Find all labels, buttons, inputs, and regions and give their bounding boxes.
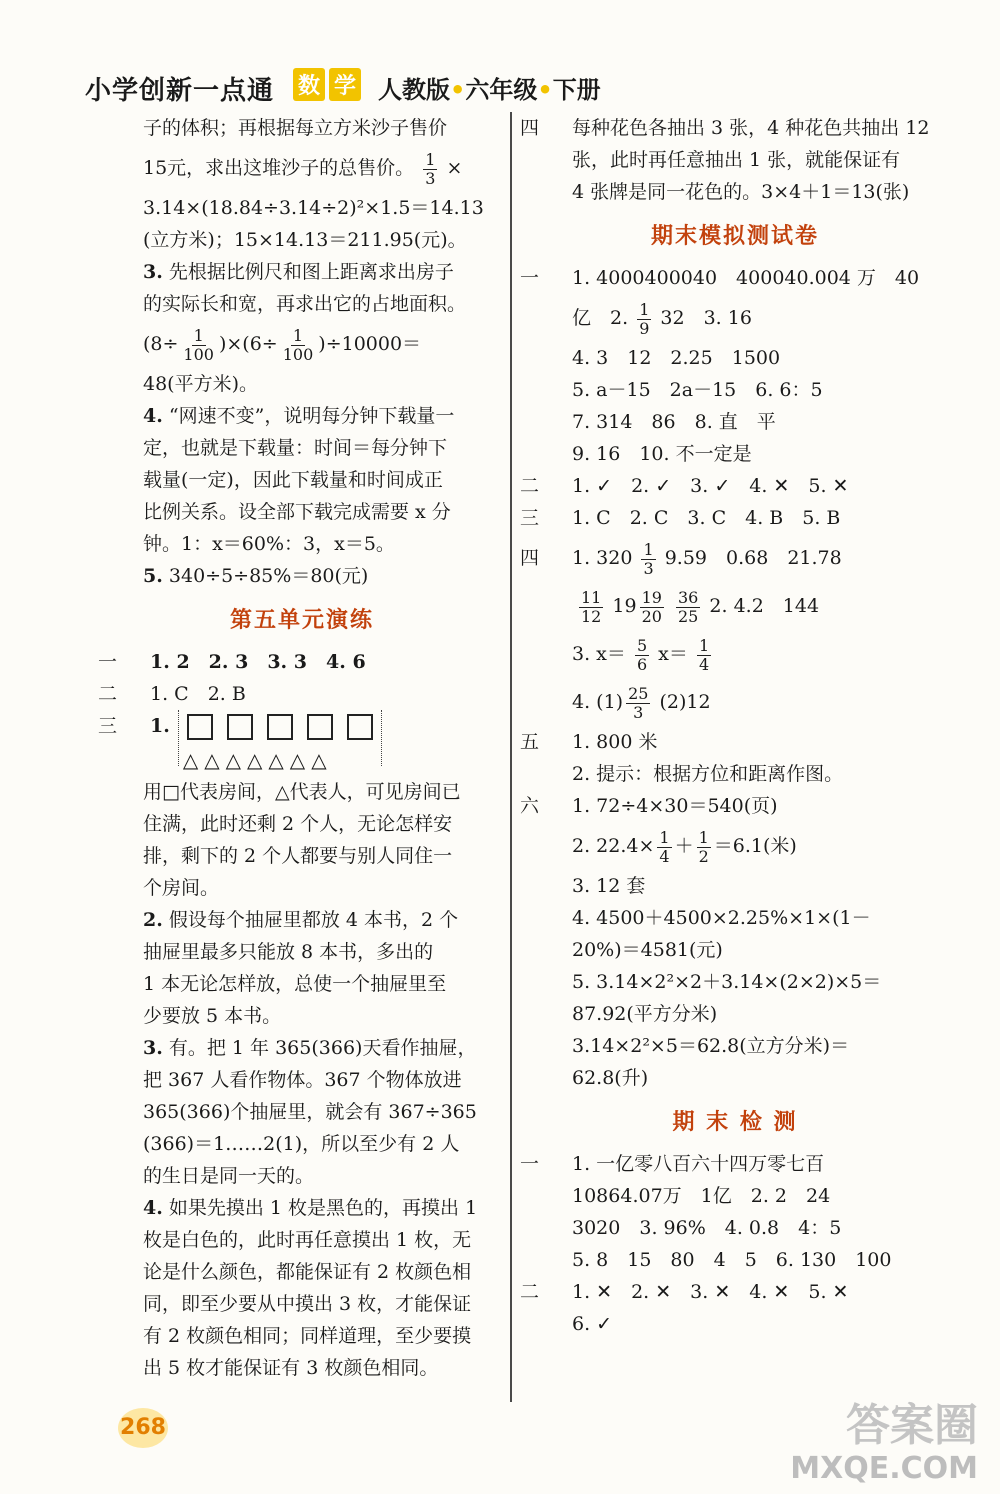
denominator: 4	[659, 846, 670, 866]
answer-text: 1. 4000400040 400040.004 万 40	[572, 267, 920, 289]
answer-row: 3. 12 套	[572, 875, 646, 897]
item-number: 2.	[143, 909, 163, 931]
answer-row: 10864.07万 1亿 2. 2 24	[572, 1185, 831, 1207]
fraction	[641, 541, 655, 578]
text-line: 的实际长和宽，再求出它的占地面积。	[143, 293, 467, 315]
answer-row	[520, 262, 950, 294]
text-span: 假设每个抽屉里都放 4 本书，2 个	[168, 909, 459, 931]
denominator: 3	[643, 558, 654, 578]
fraction	[626, 685, 650, 722]
part-marker: 六	[520, 795, 540, 817]
part-marker: 一	[520, 1153, 540, 1175]
answer-row	[98, 646, 506, 678]
numerator: 5	[636, 635, 648, 655]
text-line	[98, 560, 506, 592]
text-span: 先根据比例尺和图上距离求出房子	[168, 261, 454, 283]
section-title: 期 末 检 测	[672, 1109, 798, 1135]
numerator: 11	[581, 587, 602, 607]
item-number: 5.	[143, 565, 163, 587]
watermark-logo	[790, 1400, 978, 1486]
text-span: ×	[446, 157, 463, 179]
answer-text: 2. 4.2 144	[709, 595, 820, 617]
text-line	[98, 1192, 506, 1224]
room-box	[267, 714, 293, 740]
room-box	[227, 714, 253, 740]
answer-text: 9.59 0.68 21.78	[664, 547, 842, 569]
answer-row: 6. ✓	[572, 1313, 613, 1335]
fraction	[635, 637, 649, 674]
text-line: 4 张牌是同一花色的。3×4＋1＝13(张)	[572, 181, 910, 203]
part-marker: 四	[520, 547, 540, 569]
part-marker: 一	[98, 651, 118, 673]
answer-text: 1. ✕ 2. ✕ 3. ✕ 4. ✕ 5. ✕	[572, 1281, 849, 1303]
room-box	[187, 714, 213, 740]
denominator: 2	[698, 846, 709, 866]
fraction	[657, 829, 671, 866]
text-line: 3.14×(18.84÷3.14÷2)²×1.5＝14.13	[143, 197, 484, 219]
watermark-text: 答案圈	[846, 1400, 978, 1451]
text-line: 枚是白色的，此时再任意摸出 1 枚，无	[143, 1229, 472, 1251]
room-box	[347, 714, 373, 740]
answer-row: 4. 3 12 2.25 1500	[572, 347, 781, 369]
text-span: )×(6÷	[218, 333, 278, 355]
text-line: 比例关系。设全部下载完成需要 x 分	[143, 501, 451, 523]
text-span: 340÷5÷85%＝80(元)	[168, 565, 369, 587]
fraction	[423, 151, 437, 188]
room-diagram	[178, 710, 382, 776]
text-line: 抽屉里最多只能放 8 本书，多出的	[143, 941, 434, 963]
whole-number: 19	[612, 595, 637, 617]
answer-row	[520, 678, 950, 726]
denominator: 3	[425, 168, 436, 188]
text-line	[98, 904, 506, 936]
person-triangle: △	[268, 748, 284, 772]
answer-row: 3020 3. 96% 4. 0.8 4：5	[572, 1217, 842, 1239]
answer-row: 3.14×2²×5＝62.8(立方分米)＝	[572, 1035, 850, 1057]
answer-text: 32 3. 16	[660, 307, 752, 329]
fraction	[697, 829, 711, 866]
text-line: 定，也就是下载量：时间＝每分钟下	[143, 437, 448, 459]
answer-text: 1. 800 米	[572, 731, 658, 753]
fraction	[281, 327, 316, 364]
numerator: 25	[628, 683, 649, 703]
answer-row	[520, 502, 950, 534]
text-span: 有。把 1 年 365(366)天看作抽屉，	[168, 1037, 477, 1059]
person-triangle: △	[247, 748, 263, 772]
text-line: 有 2 枚颜色相同；同样道理，至少要摸	[143, 1325, 472, 1347]
item-number: 1.	[150, 715, 170, 737]
answer-text: x＝	[658, 643, 688, 665]
answer-text: 1. ✓ 2. ✓ 3. ✓ 4. ✕ 5. ✕	[572, 475, 849, 497]
numerator: 1	[639, 299, 650, 319]
text-line: (366)＝1……2(1)，所以至少有 2 人	[143, 1133, 460, 1155]
denominator: 100	[183, 344, 214, 364]
part-marker: 三	[520, 507, 540, 529]
part-marker: 三	[98, 715, 118, 737]
dotted-divider	[381, 710, 382, 766]
answer-row	[520, 1148, 950, 1180]
fraction	[697, 637, 711, 674]
watermark-url: MXQE.COM	[790, 1451, 978, 1486]
answer-row	[98, 710, 506, 776]
numerator: 19	[641, 587, 662, 607]
text-line	[98, 256, 506, 288]
text-span: 15元，求出这堆沙子的总售价。	[143, 157, 415, 179]
text-line: 排，剩下的 2 个人都要与别人同住一	[143, 845, 453, 867]
room-boxes	[179, 710, 381, 776]
answer-row	[520, 582, 950, 630]
item-number: 4.	[143, 405, 163, 427]
part-marker: 二	[98, 683, 118, 705]
numerator: 1	[698, 827, 709, 847]
fraction	[579, 589, 603, 626]
text-line: 钟。1：x＝60%：3，x＝5。	[143, 533, 395, 555]
answer-text: 1. 320	[572, 547, 633, 569]
text-line: 的生日是同一天的。	[143, 1165, 315, 1187]
text-line: 子的体积；再根据每立方米沙子售价	[143, 117, 448, 139]
answer-row	[520, 112, 950, 144]
denominator: 12	[581, 606, 602, 626]
answer-row: 4. 4500＋4500×2.25%×1×(1－	[572, 907, 871, 929]
answer-text: 1. 72÷4×30＝540(页)	[572, 795, 778, 817]
answer-text: 1. C 2. B	[150, 683, 246, 705]
answer-text: 2. 22.4×	[572, 835, 655, 857]
text-line: 同，即至少要从中摸出 3 枚，才能保证	[143, 1293, 472, 1315]
text-line: 48(平方米)。	[143, 373, 259, 395]
numerator: 1	[643, 539, 654, 559]
person-triangle: △	[225, 748, 242, 772]
item-number: 3.	[143, 1037, 163, 1059]
numerator: 1	[698, 635, 710, 655]
denominator: 9	[639, 318, 650, 338]
fraction	[181, 327, 216, 364]
part-marker: 二	[520, 475, 540, 497]
text-line: 把 367 人看作物体。367 个物体放进	[143, 1069, 462, 1091]
text-line: 用□代表房间，△代表人，可见房间已	[143, 781, 461, 803]
denominator: 100	[282, 344, 314, 364]
subject-char-1: 数	[293, 68, 325, 101]
separator-dot: •	[537, 76, 553, 104]
text-line	[98, 144, 506, 192]
text-line: 载量(一定)，因此下载量和时间成正	[143, 469, 443, 491]
text-span: (8÷	[143, 333, 179, 355]
fraction	[640, 589, 664, 626]
formula-line	[98, 320, 506, 368]
numerator: 1	[193, 325, 204, 345]
answer-text: 每种花色各抽出 3 张，4 种花色共抽出 12	[572, 117, 930, 139]
text-line: 365(366)个抽屉里，就会有 367÷365	[143, 1101, 477, 1123]
answer-row	[520, 822, 950, 870]
text-span: 如果先摸出 1 枚是黑色的，再摸出 1	[168, 1197, 478, 1219]
part-marker: 五	[520, 731, 540, 753]
answer-text: 1. 2 2. 3 3. 3 4. 6	[150, 651, 366, 673]
text-line: 论是什么颜色，都能保证有 2 枚颜色相	[143, 1261, 472, 1283]
answer-row	[520, 726, 950, 758]
answer-row	[520, 1276, 950, 1308]
person-triangle: △	[289, 748, 306, 772]
numerator: 1	[659, 827, 670, 847]
answer-text: 亿 2.	[572, 307, 629, 329]
text-span: “网速不变”，说明每分钟下载量一	[168, 405, 455, 427]
subject-badge	[293, 68, 361, 101]
numerator: 1	[425, 149, 436, 169]
denominator: 20	[641, 606, 662, 626]
person-triangle: △	[311, 748, 327, 772]
text-line: 个房间。	[143, 877, 220, 899]
denominator: 6	[636, 654, 648, 674]
text-line: 住满，此时还剩 2 个人，无论怎样安	[143, 813, 453, 835]
fraction	[637, 301, 651, 338]
person-triangle: △	[204, 748, 220, 772]
text-line: 张，此时再任意抽出 1 张，就能保证有	[572, 149, 901, 171]
part-marker: 四	[520, 117, 540, 139]
column-divider	[510, 112, 512, 1402]
text-line	[98, 400, 506, 432]
fraction	[676, 589, 700, 626]
text-line	[98, 1032, 506, 1064]
answer-row: 62.8(升)	[572, 1067, 649, 1089]
item-number: 3.	[143, 261, 163, 283]
answer-row: 5. 3.14×2²×2＋3.14×(2×2)×5＝	[572, 971, 882, 993]
left-column	[98, 112, 506, 1384]
edition-info	[378, 70, 601, 105]
text-line: (立方米)；15×14.13＝211.95(元)。	[143, 229, 467, 251]
answer-text: 4. (1)	[572, 691, 624, 713]
book-title: 小学创新一点通	[85, 76, 275, 106]
answer-row: 5. 8 15 80 4 5 6. 130 100	[572, 1249, 892, 1271]
denominator: 4	[698, 654, 710, 674]
answer-text: 3. x＝	[572, 643, 626, 665]
answer-row	[520, 294, 950, 342]
edition-publisher: 人教版	[378, 76, 450, 104]
answer-row	[98, 678, 506, 710]
answer-row: 5. a－15 2a－15 6. 6：5	[572, 379, 823, 401]
answer-text: (2)12	[659, 691, 711, 713]
answer-text: 1. C 2. C 3. C 4. B 5. B	[572, 507, 841, 529]
section-title: 第五单元演练	[229, 607, 374, 633]
edition-grade: 六年级	[465, 76, 538, 104]
text-line: 出 5 枚才能保证有 3 枚颜色相同。	[143, 1357, 439, 1379]
answer-text: ＝6.1(米)	[713, 835, 797, 857]
person-triangle: △	[182, 748, 199, 772]
answer-row: 9. 16 10. 不一定是	[572, 443, 752, 465]
page-header	[0, 0, 1000, 112]
answer-row: 87.92(平方分米)	[572, 1003, 718, 1025]
answer-text: ＋	[674, 835, 694, 857]
section-title: 期末模拟测试卷	[650, 223, 819, 249]
subject-char-2: 学	[329, 68, 361, 101]
numerator: 36	[678, 587, 699, 607]
denominator: 3	[633, 702, 644, 722]
text-line: 少要放 5 本书。	[143, 1005, 282, 1027]
answer-row: 7. 314 86 8. 直 平	[572, 411, 776, 433]
text-span: )÷10000＝	[318, 333, 422, 355]
page-number: 268	[118, 1408, 168, 1448]
answer-row	[520, 790, 950, 822]
numerator: 1	[292, 325, 304, 345]
right-column	[520, 112, 950, 1340]
separator-dot: •	[450, 76, 466, 104]
answer-text: 1. 一亿零八百六十四万零七百	[572, 1153, 825, 1175]
part-marker: 二	[520, 1281, 540, 1303]
answer-row	[520, 534, 950, 582]
edition-volume: 下册	[552, 76, 601, 104]
answer-row: 20%)＝4581(元)	[572, 939, 723, 961]
room-box	[307, 714, 333, 740]
answer-row: 2. 提示：根据方位和距离作图。	[572, 763, 844, 785]
answer-row	[520, 630, 950, 678]
part-marker: 一	[520, 267, 540, 289]
denominator: 25	[678, 606, 699, 626]
item-number: 4.	[143, 1197, 163, 1219]
text-line: 1 本无论怎样放，总使一个抽屉里至	[143, 973, 447, 995]
answer-row	[520, 470, 950, 502]
